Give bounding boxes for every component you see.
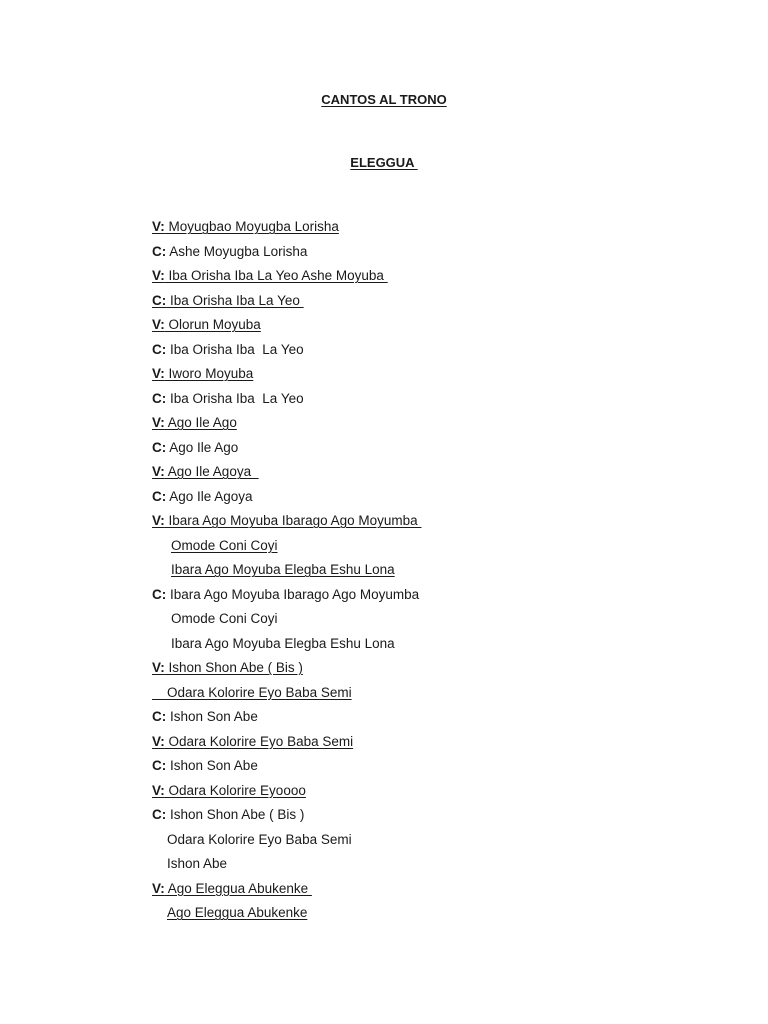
chant-lines <box>152 218 421 929</box>
chant-text: Ibara Ago Moyuba Ibarago Ago Moyumba <box>164 513 422 528</box>
chant-text: Ishon Shon Abe ( Bis ) <box>164 660 303 675</box>
chant-line <box>152 708 421 733</box>
voice-label: V: <box>152 268 165 283</box>
chant-line <box>152 414 421 439</box>
chant-line <box>152 855 421 880</box>
chant-text: Moyugbao Moyugba Lorisha <box>164 219 339 234</box>
voice-label: V: <box>152 782 165 798</box>
chorus-label: C: <box>152 586 167 602</box>
chant-line <box>152 635 421 660</box>
chant-line <box>152 586 421 611</box>
chant-text: Iba Orisha Iba La Yeo <box>166 341 304 357</box>
chant-text: Ishon Shon Abe ( Bis ) <box>166 807 305 822</box>
chant-line <box>152 316 421 341</box>
chant-text: Ashe Moyugba Lorisha <box>166 243 308 259</box>
chant-line <box>152 733 421 758</box>
chant-text: Ishon Abe <box>167 856 228 871</box>
chant-line <box>152 806 421 831</box>
chorus-label: C: <box>152 488 167 504</box>
chant-line <box>152 218 421 243</box>
chant-text: Ishon Son Abe <box>166 758 258 773</box>
chant-line <box>152 684 421 709</box>
chant-text: Odara Kolorire Eyo Baba Semi <box>164 733 354 749</box>
chant-text: Ago Eleggua Abukenke <box>164 880 312 896</box>
chant-line <box>152 537 421 562</box>
voice-label: V: <box>152 513 165 528</box>
chant-line <box>152 659 421 684</box>
chant-text: Ibara Ago Moyuba Elegba Eshu Lona <box>171 562 395 577</box>
chant-text: Odara Kolorire Eyoooo <box>164 782 306 798</box>
chant-text: Odara Kolorire Eyo Baba Semi <box>167 831 352 847</box>
chant-text: Omode Coni Coyi <box>171 537 278 553</box>
chant-text: Iba Orisha Iba La Yeo <box>166 390 304 406</box>
chant-line <box>152 561 421 586</box>
chant-text: Ibara Ago Moyuba Elegba Eshu Lona <box>171 635 395 651</box>
chant-text: Ishon Son Abe <box>166 709 258 724</box>
voice-label: V: <box>152 219 165 234</box>
voice-label: V: <box>152 317 165 332</box>
chorus-label: C: <box>152 709 167 724</box>
chant-line <box>152 341 421 366</box>
chant-line <box>152 463 421 488</box>
chant-line <box>152 488 421 513</box>
chant-line <box>152 390 421 415</box>
chorus-label: C: <box>152 390 167 406</box>
chant-text: Ago Ile Ago <box>166 439 239 455</box>
chant-line <box>152 267 421 292</box>
chant-text: Ago Ile Ago <box>164 415 237 430</box>
section-heading: ELEGGUA <box>350 155 418 170</box>
chorus-label: C: <box>152 807 167 822</box>
chant-text: Omode Coni Coyi <box>171 611 278 626</box>
chant-text: Odara Kolorire Eyo Baba Semi <box>152 684 352 700</box>
chant-text: Ago Ile Agoya <box>166 488 253 504</box>
chant-line <box>152 292 421 317</box>
chant-line <box>152 439 421 464</box>
chant-line <box>152 782 421 807</box>
chant-text: Iba Orisha Iba La Yeo <box>166 292 304 308</box>
chant-line <box>152 831 421 856</box>
chant-text: Ago Ile Agoya <box>164 464 259 479</box>
chant-line <box>152 610 421 635</box>
chant-line <box>152 880 421 905</box>
chorus-label: C: <box>152 292 167 308</box>
chant-line <box>152 904 421 929</box>
chorus-label: C: <box>152 439 167 455</box>
chant-text: Ago Eleggua Abukenke <box>167 905 308 920</box>
voice-label: V: <box>152 366 165 381</box>
document-title: CANTOS AL TRONO <box>321 92 447 107</box>
chant-line <box>152 757 421 782</box>
chant-line <box>152 365 421 390</box>
voice-label: V: <box>152 880 165 896</box>
chant-line <box>152 512 421 537</box>
chant-text: Iworo Moyuba <box>164 366 254 381</box>
chant-text: Ibara Ago Moyuba Ibarago Ago Moyumba <box>166 586 420 602</box>
chant-text: Iba Orisha Iba La Yeo Ashe Moyuba <box>164 268 388 283</box>
chorus-label: C: <box>152 758 167 773</box>
chorus-label: C: <box>152 341 167 357</box>
voice-label: V: <box>152 464 165 479</box>
voice-label: V: <box>152 660 165 675</box>
voice-label: V: <box>152 415 165 430</box>
voice-label: V: <box>152 733 165 749</box>
chorus-label: C: <box>152 243 167 259</box>
chant-text: Olorun Moyuba <box>164 317 261 332</box>
chant-line <box>152 243 421 268</box>
